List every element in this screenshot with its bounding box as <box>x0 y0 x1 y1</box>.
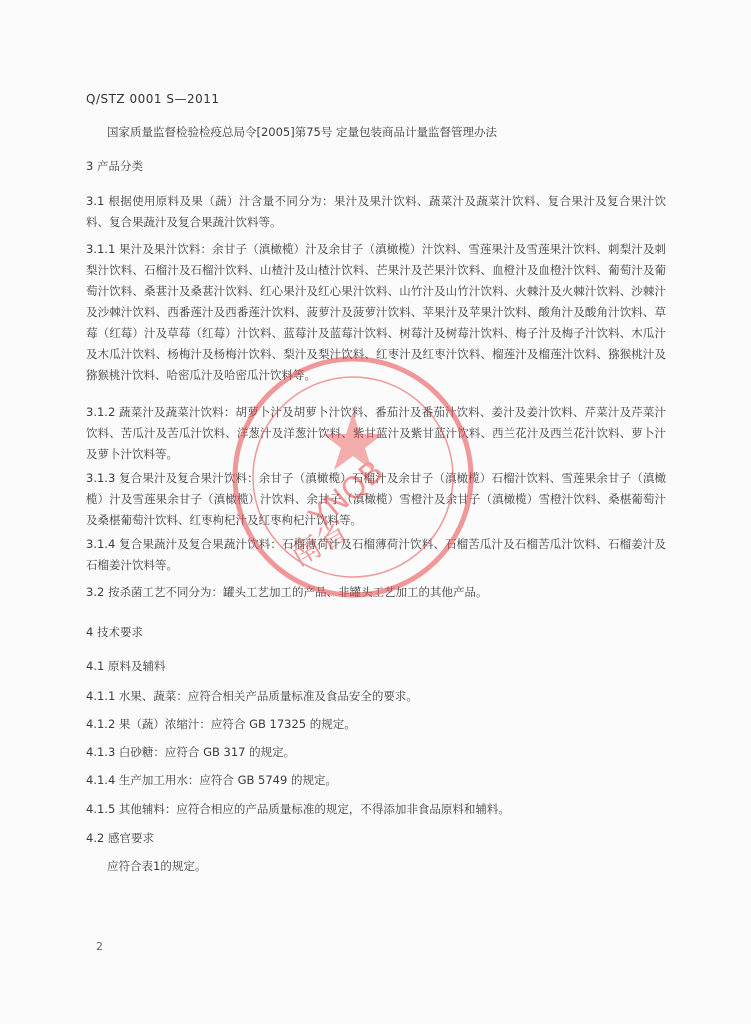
section-4-2: 4.2 感官要求 <box>86 831 154 845</box>
paragraph-3-1: 3.1 根据使用原料及果（蔬）汁含量不同分为：果汁及果汁饮料、蔬菜汁及蔬菜汁饮料、复合果汁及复合果汁饮料、复合果蔬汁及复合果蔬汁饮料等。 <box>86 194 666 229</box>
section-4-1-1: 4.1.1 水果、蔬菜：应符合相关产品质量标准及食品安全的要求。 <box>86 689 418 703</box>
reference-line: 国家质量监督检验检疫总局令[2005]第75号 定量包装商品计量监督管理办法 <box>107 125 498 139</box>
paragraph-3-1-1: 3.1.1 果汁及果汁饮料：余甘子（滇橄榄）汁及余甘子（滇橄榄）汁饮料、雪莲果汁及雪莲果汁饮料、刺梨汁及刺梨汁饮料、石榴汁及石榴汁饮料、山楂汁及山楂汁饮料、芒果汁及芒果汁饮料、血橙汁及血橙汁饮料、葡萄汁及葡萄汁饮料、桑葚汁及桑葚汁饮料、红心果汁及红心果汁饮料、山竹汁及山竹汁饮料、火棘汁及火棘汁饮料、沙棘汁及沙棘汁饮料、西番莲汁及西番莲汁饮料、菠萝汁及菠萝汁饮料、苹果汁及苹果汁饮料、酸角汁及酸角汁饮料、草莓（红莓）汁及草莓（红莓）汁饮料、蓝莓汁及蓝莓汁饮料、树莓汁及树莓汁饮料、梅子汁及梅子汁饮料、木瓜汁及木瓜汁饮料、杨梅汁及杨梅汁饮料、梨汁及梨汁饮料、红枣汁及红枣汁饮料、榴莲汁及榴莲汁饮料、猕猴桃汁及猕猴桃汁饮料、哈密瓜汁及哈密瓜汁饮料等。 <box>86 242 666 382</box>
paragraph-3-1-4: 3.1.4 复合果蔬汁及复合果蔬汁饮料：石榴薄荷汁及石榴薄荷汁饮料、石榴苦瓜汁及石榴苦瓜汁饮料、石榴姜汁及石榴姜汁饮料等。 <box>86 537 666 572</box>
section-4-2-text: 应符合表1的规定。 <box>107 859 207 873</box>
section-3-title: 3 产品分类 <box>86 159 143 173</box>
paragraph-3-1-2: 3.1.2 蔬菜汁及蔬菜汁饮料：胡萝卜汁及胡萝卜汁饮料、番茄汁及番茄汁饮料、姜汁及姜汁饮料、芹菜汁及芹菜汁饮料、苦瓜汁及苦瓜汁饮料、洋葱汁及洋葱汁饮料、紫甘蓝汁及紫甘蓝汁饮料、西兰花汁及西兰花汁饮料、萝卜汁及萝卜汁饮料等。 <box>86 405 666 461</box>
paragraph-3-1-3: 3.1.3 复合果汁及复合果汁饮料：余甘子（滇橄榄）石榴汁及余甘子（滇橄榄）石榴汁饮料、雪莲果余甘子（滇橄榄）汁及雪莲果余甘子（滇橄榄）汁饮料、余甘子（滇橄榄）雪橙汁及余甘子（滇橄榄）雪橙汁饮料、桑椹葡萄汁及桑椹葡萄汁饮料、红枣枸杞汁及红枣枸杞汁饮料等。 <box>86 471 666 527</box>
section-4-1: 4.1 原料及辅料 <box>86 659 166 673</box>
paragraph-3-2: 3.2 按杀菌工艺不同分为：罐头工艺加工的产品、非罐头工艺加工的其他产品。 <box>86 585 488 599</box>
section-4-1-3: 4.1.3 白砂糖：应符合 GB 317 的规定。 <box>86 745 296 759</box>
section-4-1-4: 4.1.4 生产加工用水：应符合 GB 5749 的规定。 <box>86 773 337 787</box>
section-4-1-5: 4.1.5 其他辅料：应符合相应的产品质量标准的规定，不得添加非食品原料和辅料。 <box>86 802 510 816</box>
doc-header: Q/STZ 0001 S—2011 <box>86 92 220 106</box>
section-4-title: 4 技术要求 <box>86 625 143 639</box>
page-number: 2 <box>96 940 103 953</box>
svg-text:南省: 南省 <box>284 513 354 574</box>
section-4-1-2: 4.1.2 果（蔬）浓缩汁：应符合 GB 17325 的规定。 <box>86 717 356 731</box>
svg-text:YNQB: YNQB <box>303 454 391 536</box>
